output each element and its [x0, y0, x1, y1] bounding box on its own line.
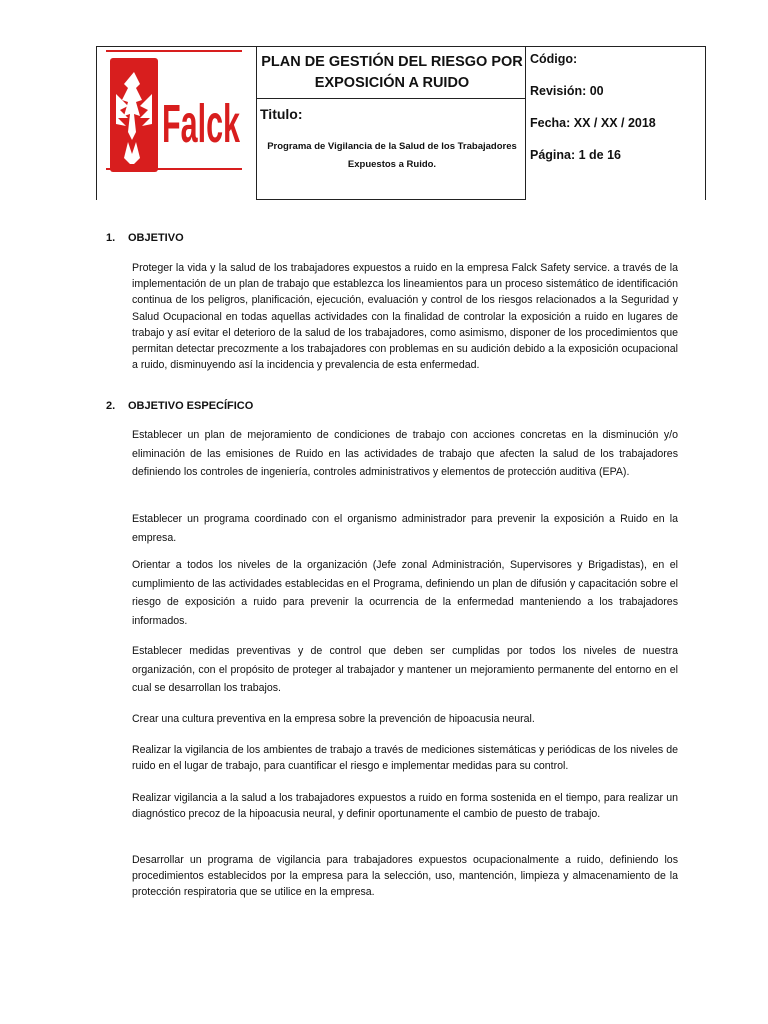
- objetivo-especifico-paragraph-6: Realizar la vigilancia de los ambientes de trabajo a través de mediciones sistemáticas y periódicas de los niveles de ruido en el lugar de trabajo, para cuantificar el riesgo e implementar medidas para su control.: [132, 744, 678, 773]
- logo-wordmark: Falck: [162, 94, 241, 154]
- objetivo-especifico-paragraph-1: Establecer un plan de mejoramiento de condiciones de trabajo con acciones concretas en la disminución y/o eliminación de las emisiones de Ruido en las actividades de trabajo que afecten la salud de los trabajadores definiendo los controles de ingeniería, controles administrativos y elementos de protección auditiva (EPA).: [132, 429, 678, 478]
- section-title: OBJETIVO: [128, 232, 184, 244]
- objetivo-especifico-paragraph-4: Establecer medidas preventivas y de control que deben ser cumplidas por todos los niveles de nuestra organización, con el propósito de proteger al trabajador y mantener un mejoramiento permanente del entorno en el cual se desarrollan los trabajos.: [132, 645, 678, 694]
- falck-eagle-logo-icon: [106, 54, 242, 176]
- logo-bottom-bar: [106, 168, 242, 170]
- objetivo-especifico-paragraph-2: Establecer un programa coordinado con el organismo administrador para prevenir la exposición a Ruido en la empresa.: [132, 513, 678, 544]
- titulo-label: Titulo:: [260, 106, 303, 122]
- objetivo-paragraph: Proteger la vida y la salud de los trabajadores expuestos a ruido en la empresa Falck Safety service. a través de la implementación de un plan de trabajo que establezca los lineamientos para un proceso sistemático de identificación continua de los peligros, planificación, ejecución, evaluación y control de los riesgos relacionados a la Seguridad y Salud Ocupacional en todas aquellas actividades con la finalidad de controlar la exposición a ruido en lugares de trabajo y así evitar el deterioro de la salud de los trabajadores, como asimismo, disponer de los procedimientos que permitan detectar precozmente a los trabajadores con problemas en su audición debido a la exposición ocupacional a ruido, disminuyendo así la incidencia y prevalencia de esta enfermedad.: [132, 262, 678, 372]
- logo-top-bar: [106, 50, 242, 52]
- header-divider-logo: [256, 46, 257, 200]
- objetivo-especifico-paragraph-7: Realizar vigilancia a la salud a los trabajadores expuestos a ruido en forma sostenida en el tiempo, para realizar un diagnóstico precoz de la hipoacusia neural, y definir oportunamente el cambio de puesto de trabajo.: [132, 792, 678, 821]
- header-left-border: [96, 46, 97, 200]
- header-top-border: [96, 46, 706, 47]
- titulo-value: Programa de Vigilancia de la Salud de los Trabajadores Expuestos a Ruido.: [267, 141, 517, 170]
- document-title: PLAN DE GESTIÓN DEL RIESGO POR EXPOSICIÓN A RUIDO: [261, 54, 523, 91]
- header-right-border: [705, 46, 706, 200]
- section-heading-objetivo-especifico: [106, 400, 253, 412]
- section-heading-objetivo: [106, 232, 184, 244]
- revision-field: Revisión: 00: [530, 84, 604, 98]
- section-title: OBJETIVO ESPECÍFICO: [128, 400, 254, 412]
- falck-logo: [106, 50, 242, 172]
- objetivo-especifico-paragraph-5: Crear una cultura preventiva en la empresa sobre la prevención de hipoacusia neural.: [132, 713, 535, 725]
- objetivo-especifico-paragraph-3: Orientar a todos los niveles de la organización (Jefe zonal Administración, Supervisores y Brigadistas), en el cumplimiento de las actividades establecidas en el Programa, definiendo un plan de difusión y capacitación sobre el riesgo de exposición a ruido para prevenir la ocurrencia de la enfermedad manteniendo a los trabajadores informados.: [132, 559, 678, 627]
- section-number: 2.: [106, 400, 116, 412]
- fecha-field: Fecha: XX / XX / 2018: [530, 116, 656, 130]
- header-title-separator: [256, 98, 526, 99]
- codigo-field: Código:: [530, 52, 578, 66]
- document-header: [96, 46, 706, 200]
- header-bottom-border: [256, 199, 526, 200]
- section-number: 1.: [106, 232, 116, 244]
- pagina-field: Página: 1 de 16: [530, 148, 622, 162]
- objetivo-especifico-paragraph-8: Desarrollar un programa de vigilancia para trabajadores expuestos ocupacionalmente a ruido, definiendo los procedimientos establecidos por la empresa para la selección, uso, mantención, limpieza y almacenamiento de la protección respiratoria que se utilice en la empresa.: [132, 854, 678, 899]
